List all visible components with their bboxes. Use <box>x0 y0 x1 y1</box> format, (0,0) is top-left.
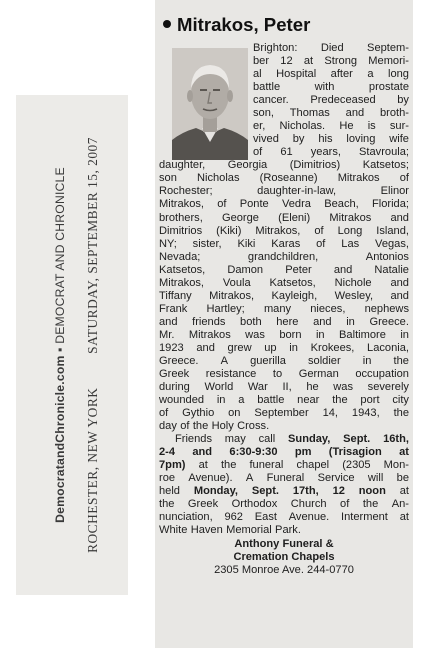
obituary-word: Holy <box>211 420 234 433</box>
obituary-word: on <box>228 407 241 420</box>
obituary-word: and <box>345 107 365 120</box>
obituary-word: 7pm) <box>159 459 186 472</box>
obituary-word: brothers, <box>159 211 203 224</box>
obituary-line <box>159 198 409 211</box>
obituary-line <box>159 342 409 355</box>
obituary-word: sister, <box>192 237 222 250</box>
obituary-word: Church <box>290 498 327 511</box>
obituary-word: Haven <box>190 524 223 537</box>
obituary-word: friends <box>192 315 226 328</box>
obituary-line <box>159 433 409 446</box>
obituary-word: Beach, <box>324 198 359 211</box>
obituary-word: Predeceased <box>310 94 376 107</box>
masthead-site: DemocratandChronicle.com <box>53 355 67 523</box>
obituary-word: Mr. <box>159 328 175 341</box>
obituary-word: loving <box>346 133 376 146</box>
obituary-word: prostate <box>368 81 409 94</box>
obituary-line <box>159 368 409 381</box>
obituary-word: of <box>217 198 227 211</box>
obituary-word: 1923 <box>159 341 184 354</box>
obituary-word: of <box>340 498 350 511</box>
obituary-word: and <box>390 276 409 289</box>
obituary-word: Mitrakos <box>188 328 231 341</box>
funeral-home-line: Cremation Chapels <box>233 550 335 563</box>
obituary-line <box>159 394 409 407</box>
obituary-word: and <box>192 446 213 459</box>
obituary-line <box>159 355 409 368</box>
obituary-word: Las <box>341 237 360 250</box>
obituary-word: 16th, <box>383 433 409 446</box>
obituary-word: at <box>399 511 409 524</box>
obituary-word: roe <box>159 472 176 485</box>
obituary-word: both <box>240 315 262 328</box>
obituary-line <box>159 212 409 225</box>
obituary-word: (Roseanne) <box>259 172 318 185</box>
bullet-icon <box>163 20 171 28</box>
obituary-word: nunciation, <box>159 511 213 524</box>
obituary-word: Ponte <box>239 198 269 211</box>
obituary-word: noon <box>358 485 386 498</box>
obituary-word: Greek <box>159 368 190 380</box>
obituary-word: daughter, <box>159 159 206 172</box>
obituary-word: Damon <box>227 263 264 276</box>
obituary-line <box>253 68 409 81</box>
obituary-word: wife <box>389 133 409 146</box>
obituary-word: may <box>224 433 246 446</box>
obituary-word: port <box>360 394 380 407</box>
obituary-word: sur- <box>389 120 409 133</box>
obituary-word: He <box>339 120 354 133</box>
obituary-line <box>159 472 409 485</box>
obituary-word: and <box>196 341 215 354</box>
obituary-line <box>159 225 409 238</box>
obituary-word: in <box>289 341 298 354</box>
obituary-word: near <box>297 394 320 407</box>
obituary-line <box>159 238 409 251</box>
obituary-word: Cross. <box>237 420 270 433</box>
obituary-word: ber <box>253 55 270 68</box>
obituary-word: here <box>276 315 299 328</box>
obituary-word: the <box>220 459 237 472</box>
obituary-word: of <box>159 407 169 420</box>
obituary-word: Hospital <box>276 68 317 81</box>
obituary-word: Funeral <box>266 472 305 485</box>
newspaper-masthead <box>16 95 128 595</box>
obituary-word: Peter <box>285 263 312 276</box>
obituary-word: Dimitrios <box>159 224 203 237</box>
obituary-word: in <box>362 354 372 367</box>
obituary-word: Mitrakos, <box>159 276 204 289</box>
obituary-word: daughter-in-law, <box>257 185 337 198</box>
obituary-word: Voula <box>222 276 251 289</box>
obituary-word: Kiki <box>237 237 256 250</box>
obituary-word: Greece. <box>159 354 199 367</box>
obituary-line <box>253 146 409 159</box>
obituary-line <box>159 316 409 329</box>
obituary-word: II, <box>282 381 292 394</box>
obituary-word: resistance <box>205 368 257 380</box>
funeral-home-line: Anthony Funeral & <box>234 537 334 550</box>
obituary-word: wounded <box>159 394 205 407</box>
obituary-word: the <box>192 420 209 433</box>
obituary-line <box>253 94 409 107</box>
masthead-place: ROCHESTER, NEW YORK <box>85 387 100 553</box>
obituary-word: George <box>221 211 259 224</box>
obituary-word: Tiffany <box>159 289 192 302</box>
obituary-line <box>159 290 409 303</box>
obituary-line <box>159 459 409 472</box>
obituary-word: Georgia <box>227 159 268 172</box>
obituary-line <box>159 485 409 498</box>
obituary-word: son, <box>253 107 274 120</box>
obituary-line <box>253 55 409 68</box>
obituary-word: during <box>159 381 190 394</box>
obituary-line <box>159 277 409 290</box>
obituary-word: Laconia, <box>367 341 409 354</box>
obituary-word: Katsetos; <box>362 159 409 172</box>
obituary-word: battle <box>257 394 285 407</box>
obituary-word: (Trisagion <box>328 446 382 459</box>
obituary-word: of <box>180 420 190 433</box>
obituary-word: and <box>390 211 409 224</box>
obituary-word: Nicholas <box>196 172 240 185</box>
obituary-title <box>159 14 310 36</box>
obituary-line <box>159 407 409 420</box>
obituary-word: Orthodox <box>231 498 278 511</box>
obituary-word: A <box>245 472 254 485</box>
obituary-word: soldier <box>307 354 341 367</box>
obituary-word: Mitrakos, <box>255 224 301 237</box>
obituary-name: Mitrakos, Peter <box>177 14 311 35</box>
obituary-word: grandchildren, <box>247 250 319 263</box>
obituary-word: Natalie <box>374 263 409 276</box>
obituary-word: be <box>396 472 409 485</box>
obituary-line <box>253 42 409 55</box>
obituary-word: is <box>367 120 376 133</box>
funeral-home-line: 2305 Monroe Ave. 244-0770 <box>214 563 354 576</box>
obituary-line <box>253 81 409 94</box>
obituary-word: Mitrakos <box>337 172 380 185</box>
obituary-word: day <box>159 420 177 433</box>
obituary-word: the <box>159 498 175 511</box>
obituary-word: al <box>253 68 262 81</box>
obituary-word: in <box>346 315 355 328</box>
obituary-word: Vegas, <box>375 237 409 250</box>
obituary-line <box>159 420 409 433</box>
obituary-word: city <box>392 394 409 407</box>
masthead-date: SATURDAY, SEPTEMBER 15, 2007 <box>85 137 100 354</box>
obituary-word: at <box>198 459 208 472</box>
obituary-word: up <box>264 341 277 354</box>
obituary-word: and <box>333 263 353 276</box>
obituary-word: the <box>393 354 409 367</box>
obituary-word: Mitrakos, <box>209 289 255 302</box>
obituary-word: a <box>238 394 245 407</box>
obituary-word: years, <box>310 146 341 159</box>
obituary-word: Septem- <box>367 42 409 54</box>
obituary-word: Greek <box>187 498 219 511</box>
obituary-line <box>253 120 409 133</box>
obituary-word: Elinor <box>380 185 409 198</box>
obituary-word: Rochester; <box>159 185 213 198</box>
obituary-word: White <box>159 524 188 537</box>
obituary-word: vived <box>253 133 279 146</box>
obituary-word: was <box>245 328 265 341</box>
obituary-line <box>159 264 409 277</box>
obituary-word: Karas <box>271 237 301 250</box>
obituary-word: 962 <box>224 511 243 524</box>
obituary-word: many <box>263 302 292 315</box>
obituary-word: Stavroula; <box>359 146 409 159</box>
obituary-word: 12 <box>332 485 345 498</box>
obituary-word: Strong <box>324 55 358 68</box>
obituary-word: a <box>367 68 374 81</box>
obituary-word: Hartley; <box>206 302 245 315</box>
obituary-word: Baltimore <box>339 328 386 341</box>
obituary-word: held <box>159 485 180 498</box>
obituary-word: the <box>362 498 379 511</box>
obituary-word: 1943, <box>351 407 380 420</box>
obituary-word: Sept. <box>251 485 279 498</box>
obituary-word: funeral <box>249 459 284 472</box>
obituary-line <box>159 524 409 537</box>
obituary-line <box>253 107 409 120</box>
obituary-word: Katsetos, <box>269 276 316 289</box>
obituary-word: in <box>216 394 226 407</box>
obituary-word: NY; <box>159 237 177 250</box>
obituary-word: An- <box>391 498 409 511</box>
obituary-word: (Kiki) <box>216 224 242 237</box>
obituary-word: after <box>330 68 353 81</box>
obituary-word: occupation <box>355 368 409 380</box>
obituary-word: Interment <box>341 511 388 524</box>
obituary-word: and <box>390 289 409 302</box>
obituary-word: grew <box>227 341 252 354</box>
obituary-line <box>253 133 409 146</box>
obituary-word: Service <box>317 472 355 485</box>
obituary-word: his <box>318 133 333 146</box>
obituary-word: severely <box>367 381 409 394</box>
obituary-word: at <box>399 446 409 459</box>
obituary-word: Sept. <box>343 433 371 446</box>
obituary-word: will <box>367 472 384 485</box>
obituary-word: long <box>387 68 409 81</box>
obituary-word: 2-4 <box>159 446 176 459</box>
obituary-word: German <box>298 368 339 380</box>
masthead-paper: DEMOCRAT AND CHRONICLE <box>53 167 67 344</box>
obituary-word: 6:30-9:30 <box>229 446 278 459</box>
obituary-word: Monday, <box>193 485 238 498</box>
obituary-word: by <box>292 133 305 146</box>
obituary-word: by <box>397 94 409 107</box>
obituary-word: Gythio <box>182 407 215 420</box>
obituary-word: Mitrakos, <box>159 198 204 211</box>
obituary-line <box>159 381 409 394</box>
obituary-line <box>159 159 409 172</box>
obituary-word: 14, <box>322 407 338 420</box>
obituary-line <box>159 185 409 198</box>
obituary-word: broth- <box>380 107 409 120</box>
obituary-line <box>159 303 409 316</box>
obituary-word: pm <box>294 446 312 459</box>
obituary-word: born <box>279 328 302 341</box>
obituary-word: at <box>399 485 409 498</box>
obituary-line <box>159 251 409 264</box>
obituary-word: (Dimitrios) <box>289 159 341 172</box>
obituary-word: nephews <box>364 302 409 315</box>
obituary-line <box>159 498 409 511</box>
portrait-photo <box>172 48 248 160</box>
obituary-word: Greece. <box>369 315 409 328</box>
obituary-line <box>159 172 409 185</box>
obituary-word: the <box>393 407 409 420</box>
obituary-word: er, <box>253 120 266 133</box>
obituary-word: was <box>333 381 354 394</box>
obituary-word: Memori- <box>368 55 409 68</box>
masthead-separator: ▪ <box>53 347 67 352</box>
obituary-word: to <box>272 368 283 380</box>
obituary-word: 61 <box>280 146 293 159</box>
obituary-line <box>159 446 409 459</box>
obituary-word: 17th, <box>292 485 319 498</box>
obituary-word: battle <box>253 81 281 94</box>
obituary-word: in <box>315 328 325 341</box>
obituary-word: East <box>254 511 277 524</box>
obituary-word: Nevada; <box>159 250 201 263</box>
obituary-clipping <box>155 0 413 648</box>
obituary-word: Brighton: <box>253 42 298 54</box>
obituary-word: Died <box>320 42 344 54</box>
obituary-word: of <box>253 146 263 159</box>
obituary-word: of <box>316 237 326 250</box>
obituary-word: Frank <box>159 302 188 315</box>
obituary-word: Florida; <box>371 198 409 211</box>
obituary-word: chapel <box>296 459 330 472</box>
obituary-word: World <box>204 381 234 394</box>
obituary-word: Vedra <box>281 198 311 211</box>
obituary-word: Kayleigh, <box>271 289 318 302</box>
obituary-word: Island, <box>376 224 409 237</box>
masthead-line-site <box>53 167 67 523</box>
obituary-word: guerilla <box>250 354 286 367</box>
obituary-word: with <box>314 81 335 94</box>
obituary-word: (2305 <box>342 459 371 472</box>
obituary-line <box>159 329 409 342</box>
obituary-line <box>159 511 409 524</box>
obituary-word: son <box>159 172 177 185</box>
obituary-word: Avenue. <box>288 511 330 524</box>
obituary-word: Sunday, <box>288 433 331 446</box>
obituary-word: Thomas <box>289 107 330 120</box>
obituary-word: he <box>306 381 319 394</box>
obituary-word: Wesley, <box>334 289 374 302</box>
obituary-word: Friends <box>175 433 212 446</box>
obituary-word: Antonios <box>365 250 409 263</box>
obituary-word: Mitrakos <box>329 211 372 224</box>
obituary-word: nieces, <box>310 302 346 315</box>
obituary-word: Park. <box>275 524 301 537</box>
obituary-word: of <box>314 224 324 237</box>
obituary-word: Long <box>337 224 363 237</box>
obituary-word: (Eleni) <box>278 211 311 224</box>
obituary-word: in <box>400 328 409 341</box>
obituary-word: call <box>258 433 276 446</box>
obituary-word: and <box>159 315 178 328</box>
obituary-word: Memorial <box>226 524 272 537</box>
obituary-word: and <box>313 315 332 328</box>
obituary-word: Nicholas. <box>279 120 326 133</box>
obituary-word: September <box>254 407 309 420</box>
obituary-word: Krokees, <box>310 341 355 354</box>
obituary-word: of <box>399 172 409 185</box>
obituary-word: the <box>332 394 348 407</box>
obituary-word: Katsetos, <box>159 263 206 276</box>
obituary-word: Nichole <box>334 276 372 289</box>
obituary-word: cancer. <box>253 94 289 107</box>
obituary-word: Mon- <box>383 459 409 472</box>
masthead-line-dateline <box>85 137 101 553</box>
obituary-word: War <box>247 381 268 394</box>
obituary-word: at <box>303 55 314 68</box>
obituary-word: Avenue). <box>188 472 233 485</box>
obituary-word: A <box>220 354 228 367</box>
obituary-word: 12 <box>280 55 293 68</box>
